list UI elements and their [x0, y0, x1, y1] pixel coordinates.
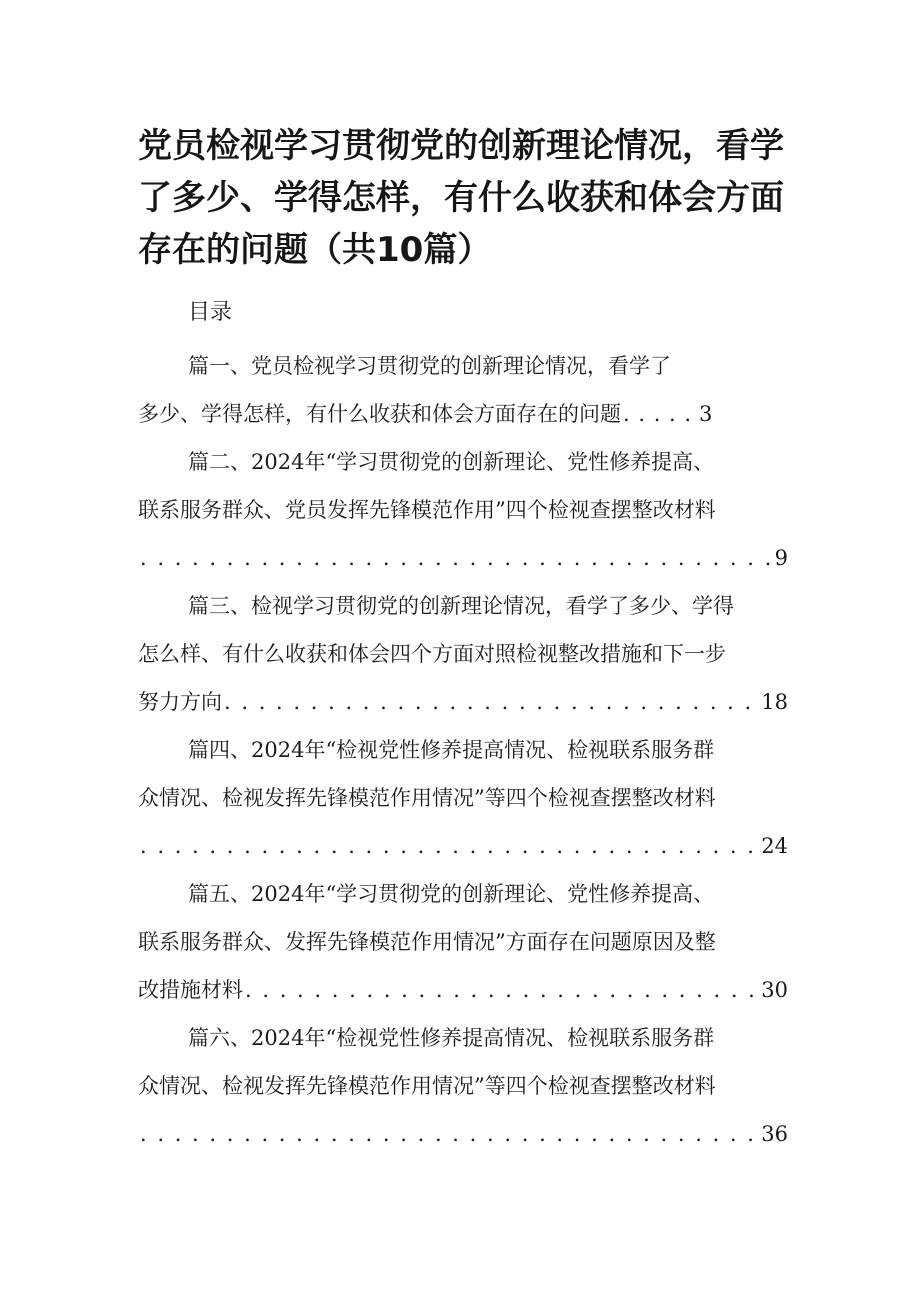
toc-entry[interactable] — [138, 726, 788, 870]
toc-page-number: 30 — [761, 978, 788, 1002]
toc-page-number: 36 — [761, 1122, 788, 1146]
toc-entry-final-row — [138, 822, 788, 870]
document-title: 党员检视学习贯彻党的创新理论情况，看学了多少、学得怎样，有什么收获和体会方面存在的问题（共10篇） — [138, 126, 784, 270]
dot-leader — [623, 390, 695, 438]
toc-entry-line: 篇二、2024年“学习贯彻党的创新理论、党性修养提高、 — [188, 450, 715, 474]
toc-entry-line: 联系服务群众、发挥先锋模范作用情况”方面存在问题原因及整 — [138, 930, 716, 954]
toc-heading: 目录 — [188, 300, 233, 325]
toc-entry[interactable] — [138, 582, 788, 726]
toc-page-number: 3 — [699, 402, 713, 426]
toc-entry[interactable] — [138, 870, 788, 1014]
toc-entry-line: 努力方向 — [138, 690, 222, 714]
toc-entry-line: 多少、学得怎样，有什么收获和体会方面存在的问题 — [138, 402, 621, 426]
toc-entry-line: 篇三、检视学习贯彻党的创新理论情况，看学了多少、学得 — [188, 594, 734, 618]
toc-entry-line: 联系服务群众、党员发挥先锋模范作用”四个检视查摆整改材料 — [138, 498, 716, 522]
toc-entry-final-row — [138, 966, 788, 1014]
toc-entry-final-row — [138, 390, 788, 438]
toc-page-number: 18 — [761, 690, 788, 714]
toc-entry[interactable] — [138, 342, 788, 438]
dot-leader — [140, 534, 771, 582]
toc-entry-line: 篇四、2024年“检视党性修养提高情况、检视联系服务群 — [188, 738, 715, 762]
toc-entry-final-row — [138, 534, 788, 582]
toc-entry-final-row — [138, 1110, 788, 1158]
dot-leader — [245, 966, 757, 1014]
toc-entry-line: 众情况、检视发挥先锋模范作用情况”等四个检视查摆整改材料 — [138, 1074, 716, 1098]
dot-leader — [140, 1110, 757, 1158]
table-of-contents — [138, 342, 788, 1158]
toc-page-number: 9 — [774, 546, 788, 570]
toc-entry-line: 怎么样、有什么收获和体会四个方面对照检视整改措施和下一步 — [138, 642, 726, 666]
dot-leader — [224, 678, 757, 726]
toc-entry-line: 众情况、检视发挥先锋模范作用情况”等四个检视查摆整改材料 — [138, 786, 716, 810]
toc-entry-line: 改措施材料 — [138, 978, 243, 1002]
toc-entry[interactable] — [138, 1014, 788, 1158]
toc-entry-line: 篇一、党员检视学习贯彻党的创新理论情况，看学了 — [188, 354, 671, 378]
toc-entry-line: 篇五、2024年“学习贯彻党的创新理论、党性修养提高、 — [188, 882, 715, 906]
toc-entry-line: 篇六、2024年“检视党性修养提高情况、检视联系服务群 — [188, 1026, 715, 1050]
dot-leader — [140, 822, 757, 870]
toc-page-number: 24 — [761, 834, 788, 858]
toc-entry[interactable] — [138, 438, 788, 582]
toc-entry-final-row — [138, 678, 788, 726]
